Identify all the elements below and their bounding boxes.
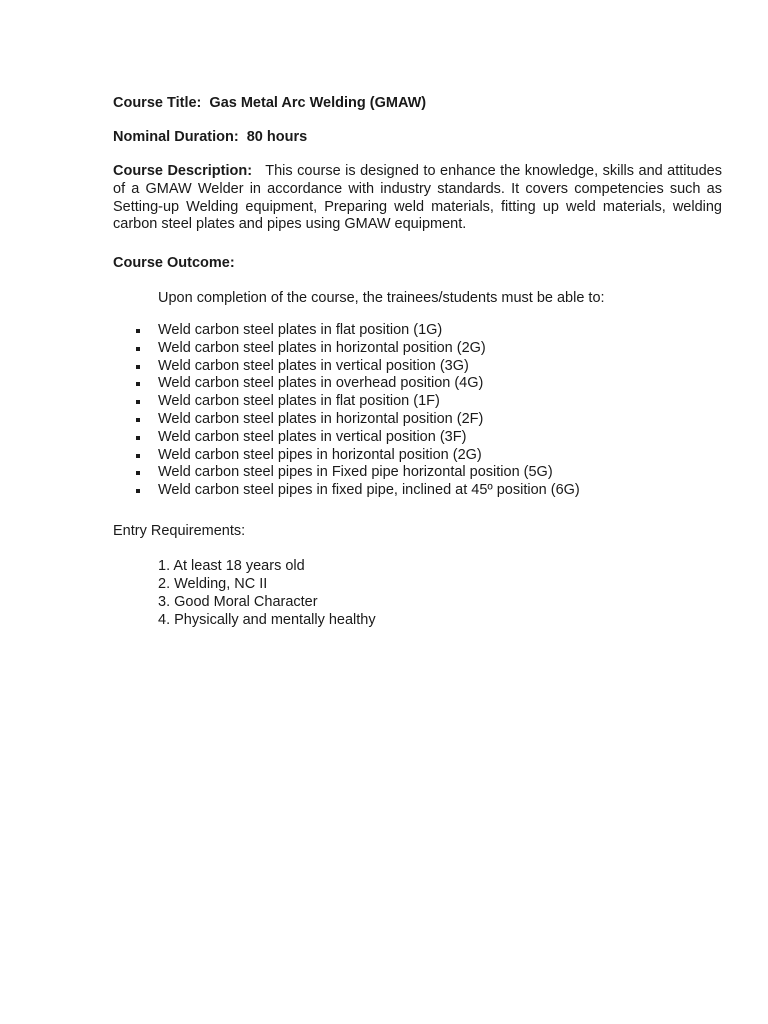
nominal-duration-label: Nominal Duration: [113,129,239,145]
entry-requirements-heading: Entry Requirements: [113,523,246,539]
course-description [113,163,722,234]
list-item: 4. Physically and mentally healthy [158,612,376,628]
list-item: Weld carbon steel plates in overhead position (4G) [113,375,722,393]
course-title-label: Course Title: [113,95,202,111]
list-item: Weld carbon steel pipes in Fixed pipe horizontal position (5G) [113,464,722,482]
list-item: Weld carbon steel pipes in horizontal position (2G) [113,447,722,465]
course-outcome-list [113,322,722,500]
course-title-value: Gas Metal Arc Welding (GMAW) [209,95,427,111]
bullet-icon [136,400,140,404]
list-item: Weld carbon steel pipes in fixed pipe, inclined at 45º position (6G) [113,482,722,500]
list-item: Weld carbon steel plates in vertical position (3G) [113,358,722,376]
bullet-icon [136,436,140,440]
list-item: 2. Welding, NC II [158,576,268,592]
course-outcome-intro: Upon completion of the course, the trainees/students must be able to: [158,290,605,306]
list-item: 3. Good Moral Character [158,594,318,610]
course-title-line [113,94,426,112]
bullet-icon [136,454,140,458]
bullet-icon [136,489,140,493]
bullet-icon [136,382,140,386]
bullet-icon [136,365,140,369]
entry-requirements-list [158,557,376,629]
list-item: Weld carbon steel plates in horizontal position (2F) [113,411,722,429]
list-item: Weld carbon steel plates in flat position (1G) [113,322,722,340]
bullet-icon [136,329,140,333]
bullet-icon [136,471,140,475]
nominal-duration-value: 80 hours [246,129,308,145]
bullet-icon [136,418,140,422]
list-item: Weld carbon steel plates in vertical position (3F) [113,429,722,447]
nominal-duration-line [113,128,307,146]
course-outcome-heading: Course Outcome: [113,255,235,271]
course-description-label: Course Description: [113,163,253,179]
list-item: 1. At least 18 years old [158,558,305,574]
bullet-icon [136,347,140,351]
list-item: Weld carbon steel plates in horizontal position (2G) [113,340,722,358]
list-item: Weld carbon steel plates in flat position (1F) [113,393,722,411]
course-description-text: This course is designed to enhance the knowledge, skills and attitudes of a GMAW Welder in accordance with industry standards. It covers competencies such as Setting-up Welding equipment, Preparing weld materials, fitting up weld materials, welding carbon steel plates and pipes using GMAW equipment. [113,163,722,233]
